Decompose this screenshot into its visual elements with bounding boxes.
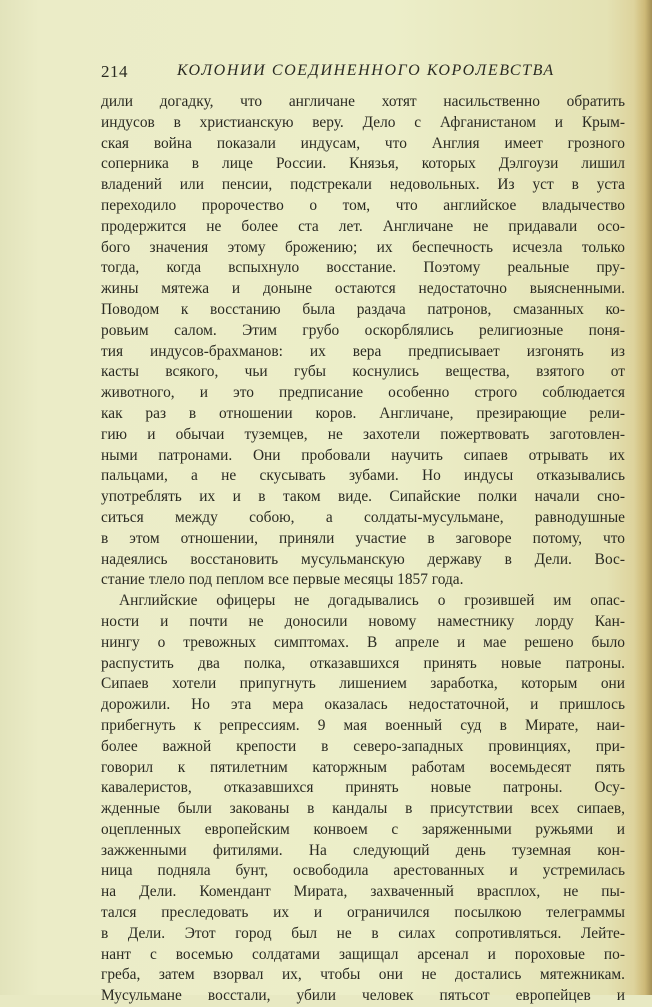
text-line: соперника в лице России. Князья, которых Дэлгоузи лишил [101, 155, 625, 173]
text-line: стание тлело под пеплом все первые месяцы 1857 года. [101, 571, 464, 589]
text-line: ситься между собою, а солдаты-мусульмане, равнодушные [101, 508, 625, 526]
text-line: как раз в отношении коров. Англичане, презирающие рели- [101, 404, 625, 422]
text-line: прибегнуть к репрессиям. 9 мая военный суд в Мирате, наи- [101, 716, 625, 734]
page-header [101, 62, 621, 86]
text-line: ровьим салом. Этим грубо оскорблялись религиозные поня- [101, 321, 625, 339]
text-line: надеялись восстановить мусульманскую державу в Дели. Вос- [101, 550, 625, 568]
text-line: на Дели. Комендант Мирата, захваченный врасплох, не пы- [101, 883, 625, 901]
text-line: употреблять их и в таком виде. Сипайские полки начали сно- [101, 488, 625, 506]
text-line: тался преследовать их и ограничился посылкою телеграммы [101, 904, 625, 922]
paragraph [101, 92, 625, 591]
text-line: жденные были закованы в кандалы в присутствии всех сипаев, [101, 800, 625, 818]
text-line: владений или пенсии, подстрекали недовольных. Из уст в уста [101, 176, 625, 194]
text-line: говорил к пятилетним каторжным работам восемьдесят пять [101, 758, 625, 776]
text-line: кавалеристов, отказавшихся принять новые патроны. Осу- [101, 779, 625, 797]
text-line: продержится не более ста лет. Англичане не придавали осо- [101, 217, 625, 235]
text-line: ница подняла бунт, освободила арестованных и устремилась [101, 862, 625, 880]
text-line: пальцами, а не скусывать зубами. Но индусы отказывались [101, 467, 625, 485]
running-head: КОЛОНИИ СОЕДИНЕННОГО КОРОЛЕВСТВА [177, 62, 555, 79]
text-line: Поводом к восстанию была раздача патронов, смазанных ко- [101, 300, 625, 318]
text-line: тогда, когда вспыхнуло восстание. Поэтому реальные пру- [101, 259, 625, 277]
text-line: тия индусов-брахманов: их вера предписывает изгонять из [101, 342, 625, 360]
text-line: Английские офицеры не догадывались о грозившей им опас- [119, 592, 625, 610]
text-line: в Дели. Этот город был не в силах сопротивляться. Лейте- [101, 924, 625, 942]
page-number: 214 [101, 62, 128, 81]
text-line: бого значения этому брожению; их беспечность исчезла только [101, 238, 625, 256]
text-line: касты всякого, чьи губы коснулись вещества, взятого от [101, 363, 625, 381]
text-line: Сипаев хотели припугнуть лишением заработка, которым они [101, 675, 625, 693]
page-edge-shadow [634, 0, 652, 995]
text-line: зажженными фитилями. На следующий день туземная кон- [101, 841, 625, 859]
text-line: ская война показали индусам, что Англия имеет грозного [101, 134, 625, 152]
text-line: нингу о тревожных симптомах. В апреле и мае решено было [101, 633, 625, 651]
text-line: нант с восемью солдатами защищал арсенал и пороховые по- [101, 945, 625, 963]
text-line: животного, и это предписание особенно строго соблюдается [101, 384, 625, 402]
text-line: оцепленных европейским конвоем с заряженными ружьями и [101, 820, 625, 838]
text-line: индусов в христианскую веру. Дело с Афганистаном и Крым- [101, 113, 625, 131]
text-line: более важной крепости в северо-западных провинциях, при- [101, 737, 625, 755]
text-line: дорожили. Но эта мера оказалась недостаточной, и пришлось [101, 696, 625, 714]
text-line: ными патронами. Они пробовали научить сипаев отрывать их [101, 446, 625, 464]
text-line: распустить два полка, отказавшихся принять новые патроны. [101, 654, 625, 672]
text-line: гию и обычаи туземцев, не захотели пожертвовать заготовлен- [101, 425, 625, 443]
text-line: переходило пророчество о том, что английское владычество [101, 196, 625, 214]
body-text [101, 92, 625, 1007]
text-line: дили догадку, что англичане хотят насильственно обратить [101, 93, 625, 110]
paragraph [101, 591, 625, 1007]
text-line: в этом отношении, приняли участие в заговоре потому, что [101, 529, 625, 547]
text-line: греба, затем взорвал их, чтобы они не достались мятежникам. [101, 966, 625, 984]
text-line: ности и почти не доносили новому наместнику лорду Кан- [101, 612, 625, 630]
text-line: Мусульмане восстали, убили человек пятьсот европейцев и [101, 987, 625, 1005]
text-line: жины мятежа и доныне остаются недостаточно выясненными. [101, 280, 625, 298]
